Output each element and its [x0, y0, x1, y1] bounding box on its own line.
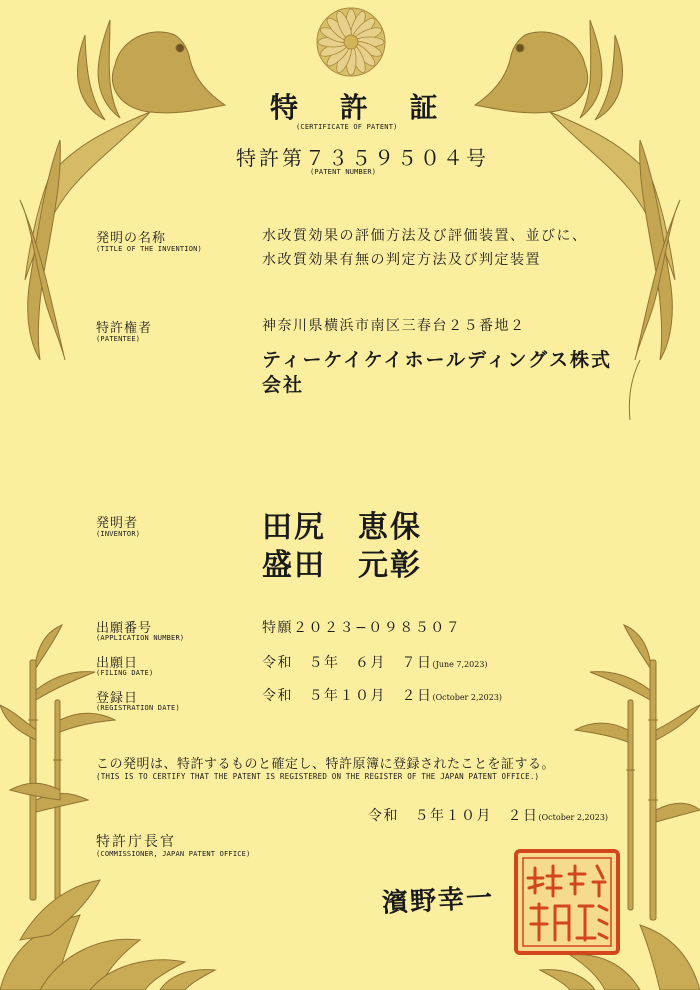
- chrysanthemum-crest-icon: [317, 8, 385, 76]
- commissioner-signature: 濱野幸一: [381, 883, 495, 919]
- application-number: 特願２０２３−０９８５０７: [262, 620, 462, 636]
- certificate-title: 特 許 証: [270, 91, 454, 124]
- inventor-name: 田尻 恵保: [262, 510, 422, 545]
- certify-date: 令和 ５年１０月 ２日(October 2,2023): [368, 808, 609, 824]
- patentee-label-en: (PATENTEE): [96, 335, 141, 343]
- patent-number-en: (PATENT NUMBER): [310, 168, 377, 176]
- filing-label: 出願日: [96, 656, 139, 671]
- commissioner-label: 特許庁長官: [96, 834, 176, 850]
- certify-statement-en: (THIS IS TO CERTIFY THAT THE PATENT IS REGISTERED ON THE REGISTER OF THE JAPAN PATENT OFFICE.): [96, 772, 540, 781]
- inventor-label-en: (INVENTOR): [96, 530, 141, 538]
- commissioner-label-en: (COMMISSIONER, JAPAN PATENT OFFICE): [96, 850, 251, 858]
- patent-number: 特許第７３５９５０４号: [236, 146, 489, 170]
- invention-label-en: (TITLE OF THE INVENTION): [96, 245, 202, 253]
- inventor-label: 発明者: [96, 516, 139, 531]
- official-seal-icon: [513, 848, 621, 956]
- application-label-en: (APPLICATION NUMBER): [96, 634, 185, 642]
- application-label: 出願番号: [96, 621, 153, 636]
- filing-date: 令和 ５年 ６月 ７日(June 7,2023): [262, 655, 488, 671]
- patentee-address: 神奈川県横浜市南区三春台２５番地２: [262, 318, 526, 334]
- patentee-name-line1: ティーケイケイホールディングス株式: [262, 349, 612, 371]
- certify-statement: この発明は、特許するものと確定し、特許原簿に登録されたことを証する。: [96, 757, 556, 772]
- registration-label-en: (REGISTRATION DATE): [96, 704, 180, 712]
- invention-title-line2: 水改質効果有無の判定方法及び判定装置: [262, 252, 541, 268]
- filing-label-en: (FILING DATE): [96, 669, 154, 677]
- patentee-label: 特許権者: [96, 321, 153, 336]
- inventor-name: 盛田 元彰: [262, 548, 422, 583]
- certificate-title-en: (CERTIFICATE OF PATENT): [296, 123, 398, 131]
- invention-label: 発明の名称: [96, 231, 167, 246]
- registration-label: 登録日: [96, 691, 139, 706]
- phoenix-icon: [20, 20, 225, 360]
- patentee-name-line2: 会社: [262, 374, 305, 396]
- invention-title-line1: 水改質効果の評価方法及び評価装置、並びに、: [262, 228, 588, 244]
- registration-date: 令和 ５年１０月 ２日(October 2,2023): [262, 688, 503, 704]
